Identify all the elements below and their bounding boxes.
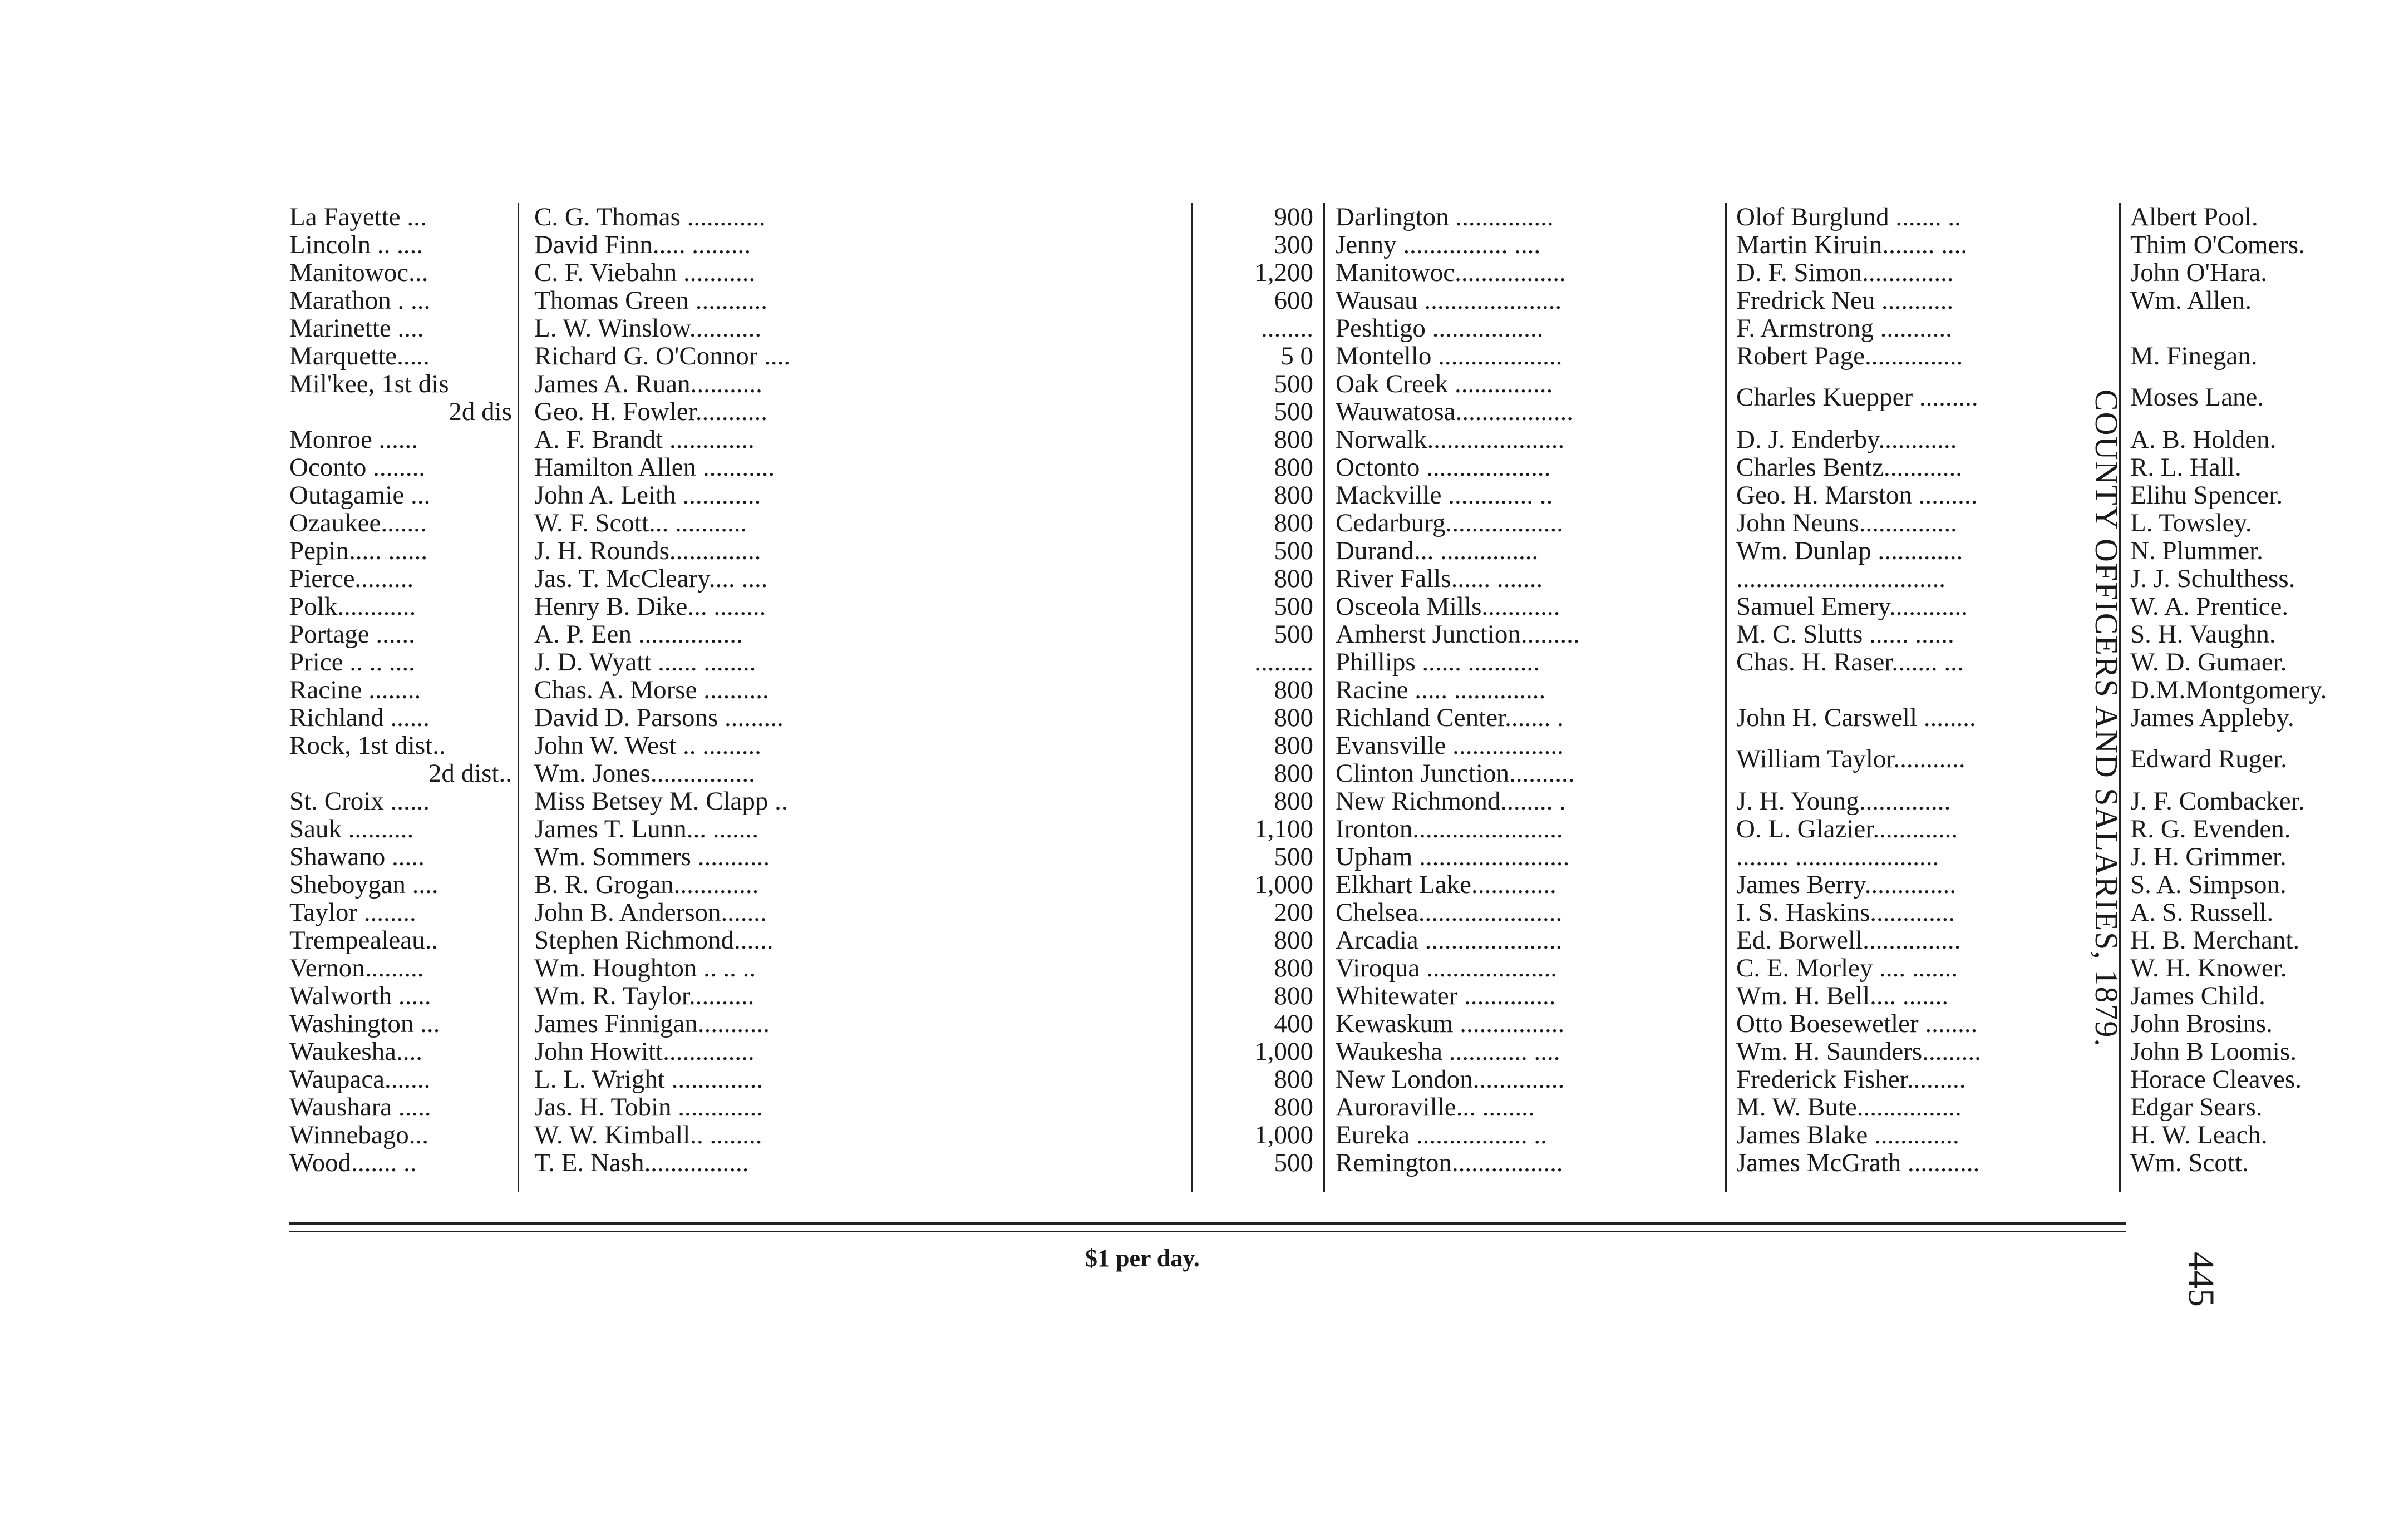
officer-cell: L. L. Wright .............. [534,1065,763,1094]
officer-cell: T. E. Nash................ [534,1148,749,1177]
table-row [284,1121,2268,1149]
deputy-cell: Wm. Dunlap ............. [1736,536,1963,565]
address-cell: Auroraville... ........ [1336,1093,1535,1122]
salary-cell: 1,000 [1254,1121,1313,1149]
salary-cell: 800 [1274,564,1313,593]
page-number: 445 [2181,1252,2221,1307]
table-row [284,230,2305,259]
table-row [284,314,2131,343]
clerk-cell: D.M.Montgomery. [2130,675,2327,704]
officer-cell: Miss Betsey M. Clapp .. [534,787,788,816]
salary-cell: 1,100 [1254,815,1313,843]
table-row [284,564,2295,593]
table-row [284,1065,2302,1094]
county-cell: Rock, 1st dist.. [289,731,446,760]
salary-cell: 800 [1274,453,1313,482]
officer-cell: W. F. Scott... ........... [534,509,747,537]
table-row [284,648,2287,677]
clerk-cell: N. Plummer. [2130,536,2263,565]
salary-cell: 800 [1274,731,1313,760]
clerk-cell: Elihu Spencer. [2130,481,2283,510]
address-cell: Ironton....................... [1336,815,1563,843]
table-row [284,1009,2273,1038]
clerk-cell: L. Towsley. [2130,509,2252,537]
address-cell: Cedarburg.................. [1336,509,1564,537]
county-cell: Wood....... .. [289,1148,417,1177]
address-cell: River Falls...... ....... [1336,564,1543,593]
county-cell: Sauk .......... [289,815,414,843]
address-cell: Eureka ................. .. [1336,1121,1547,1149]
clerk-cell: Edgar Sears. [2130,1093,2263,1122]
county-cell: Price .. .. .... [289,648,415,677]
clerk-cell: J. F. Combacker. [2130,787,2305,816]
county-cell: Oconto ........ [289,453,426,482]
officer-cell: W. W. Kimball.. ........ [534,1121,762,1149]
county-cell: Marathon . ... [289,286,431,315]
clerk-cell: J. H. Grimmer. [2130,842,2287,871]
table-row [284,509,2252,537]
clerk-cell: S. H. Vaughn. [2130,620,2276,649]
clerk-cell: A. S. Russell. [2130,898,2274,927]
deputy-cell: D. F. Simon.............. [1736,258,1954,287]
clerk-cell: Wm. Allen. [2130,286,2252,315]
officer-cell: Thomas Green ........... [534,286,767,315]
bottom-rule [289,1231,2126,1232]
officer-cell: A. F. Brandt ............. [534,425,755,454]
address-cell: Viroqua .................... [1336,954,1557,983]
salary-cell: 5 0 [1280,342,1313,371]
deputy-cell: Robert Page............... [1736,342,1963,371]
county-cell: Lincoln .. .... [289,230,423,259]
county-cell: Racine ........ [289,675,421,704]
officer-cell: James A. Ruan........... [534,369,762,398]
salary-cell: 500 [1274,592,1313,621]
deputy-cell: Martin Kiruin........ .... [1736,230,1968,259]
county-cell: 2d dist.. [428,759,512,788]
deputy-cell: William Taylor........... [1736,744,1965,773]
address-cell: Montello ................... [1336,342,1563,371]
clerk-cell: Moses Lane. [2130,383,2264,412]
county-cell: Sheboygan .... [289,870,439,899]
address-cell: Chelsea...................... [1336,898,1563,927]
officer-cell: Wm. R. Taylor.......... [534,981,755,1010]
county-cell: Portage ...... [289,620,415,649]
address-cell: New London.............. [1336,1065,1565,1094]
salary-cell: ........ [1261,314,1313,343]
county-cell: Taylor ........ [289,898,416,927]
salary-cell: 500 [1274,842,1313,871]
clerk-cell: R. G. Evenden. [2130,815,2291,843]
deputy-cell: Charles Bentz............ [1736,453,1962,482]
salary-cell: 500 [1274,369,1313,398]
address-cell: Richland Center....... . [1336,703,1564,732]
clerk-cell: Albert Pool. [2130,203,2258,231]
deputy-cell: Ed. Borwell............... [1736,926,1961,955]
clerk-cell: Edward Ruger. [2130,744,2287,773]
deputy-cell: James Berry.............. [1736,870,1957,899]
clerk-cell: James Appleby. [2130,703,2294,732]
clerk-cell: Thim O'Comers. [2130,230,2305,259]
salary-cell: 800 [1274,703,1313,732]
address-cell: Norwalk..................... [1336,425,1565,454]
officer-cell: A. P. Een ................ [534,620,743,649]
officer-cell: Jas. H. Tobin ............. [534,1093,763,1122]
officer-cell: Henry B. Dike... ........ [534,592,766,621]
table-row [284,981,2265,1010]
table-row [284,703,2294,732]
table-row [284,1093,2263,1122]
salary-cell: 500 [1274,536,1313,565]
footnote: $1 per day. [1085,1245,1200,1272]
salary-cell: 1,000 [1254,870,1313,899]
county-cell: St. Croix ...... [289,787,430,816]
salary-cell: 900 [1274,203,1313,231]
address-cell: New Richmond........ . [1336,787,1566,816]
clerk-cell: H. B. Merchant. [2130,926,2300,955]
deputy-cell: John Neuns............... [1736,509,1957,537]
clerk-cell: John B Loomis. [2130,1037,2297,1066]
address-cell: Upham ....................... [1336,842,1570,871]
table-row [284,342,2258,371]
county-cell: Shawano ..... [289,842,425,871]
county-cell: Monroe ...... [289,425,418,454]
deputy-cell: Frederick Fisher......... [1736,1065,1966,1094]
deputy-cell: Samuel Emery............ [1736,592,1968,621]
address-cell: Durand... ............... [1336,536,1539,565]
county-cell: Winnebago... [289,1121,429,1149]
salary-cell: ......... [1254,648,1313,677]
clerk-cell: A. B. Holden. [2130,425,2277,454]
address-cell: Peshtigo ................. [1336,314,1544,343]
clerk-cell: J. J. Schulthess. [2130,564,2295,593]
deputy-cell: O. L. Glazier............. [1736,815,1958,843]
table-row [284,1037,2297,1066]
address-cell: Whitewater .............. [1336,981,1556,1010]
table-row [284,954,2287,983]
table-row [284,286,2252,315]
address-cell: Mackville ............. .. [1336,481,1553,510]
salary-cell: 300 [1274,230,1313,259]
officer-cell: Stephen Richmond...... [534,926,774,955]
clerk-cell: W. A. Prentice. [2130,592,2289,621]
clerk-cell: W. H. Knower. [2130,954,2287,983]
table-row [284,842,2287,871]
salary-cell: 800 [1274,481,1313,510]
county-cell: Trempealeau.. [289,926,439,955]
table-row [284,453,2242,482]
salary-cell: 800 [1274,981,1313,1010]
officer-cell: C. G. Thomas ............ [534,203,766,231]
address-cell: Darlington ............... [1336,203,1554,231]
officer-cell: B. R. Grogan............. [534,870,759,899]
deputy-cell: I. S. Haskins............. [1736,898,1955,927]
table-row [284,397,2131,426]
salary-cell: 800 [1274,425,1313,454]
county-cell: Mil'kee, 1st dis [289,369,449,398]
clerk-cell: S. A. Simpson. [2130,870,2287,899]
officer-cell: Jas. T. McCleary.... .... [534,564,768,593]
officer-cell: James Finnigan........... [534,1009,770,1038]
table-row [284,592,2289,621]
county-cell: Waupaca....... [289,1065,431,1094]
clerk-cell: Wm. Scott. [2130,1148,2249,1177]
officer-cell: J. D. Wyatt ...... ........ [534,648,756,677]
salary-cell: 500 [1274,620,1313,649]
table-row [284,1148,2249,1177]
address-cell: Wauwatosa.................. [1336,397,1573,426]
clerk-cell: Horace Cleaves. [2130,1065,2302,1094]
deputy-cell: Charles Kuepper ......... [1736,383,1978,412]
county-cell: Ozaukee....... [289,509,427,537]
county-cell: La Fayette ... [289,203,427,231]
salary-cell: 800 [1274,787,1313,816]
deputy-cell: C. E. Morley .... ....... [1736,954,1958,983]
officer-cell: David D. Parsons ......... [534,703,784,732]
deputy-cell: ........ ...................... [1736,842,1939,871]
address-cell: Racine ..... .............. [1336,675,1546,704]
salary-cell: 1,200 [1254,258,1313,287]
address-cell: Waukesha ............ .... [1336,1037,1560,1066]
officer-cell: David Finn..... ......... [534,230,751,259]
deputy-cell: J. H. Young.............. [1736,787,1951,816]
officer-cell: John A. Leith ............ [534,481,761,510]
table-row [284,787,2305,816]
county-cell: Outagamie ... [289,481,431,510]
table-row [284,759,2131,788]
officer-cell: James T. Lunn... ....... [534,815,758,843]
deputy-cell: Chas. H. Raser....... ... [1736,648,1964,677]
county-cell: Walworth ..... [289,981,431,1010]
table-row [284,425,2277,454]
county-cell: Waushara ..... [289,1093,431,1122]
officer-cell: Wm. Sommers ........... [534,842,770,871]
officer-cell: J. H. Rounds.............. [534,536,761,565]
county-cell: 2d dis [449,397,512,426]
deputy-cell: Olof Burglund ....... .. [1736,203,1961,231]
running-head: COUNTY OFFICERS AND SALARIES, 1879. [2088,389,2125,1048]
address-cell: Manitowoc................. [1336,258,1566,287]
salary-cell: 800 [1274,1093,1313,1122]
deputy-cell: Wm. H. Saunders......... [1736,1037,1981,1066]
deputy-cell: James McGrath ........... [1736,1148,1980,1177]
clerk-cell: R. L. Hall. [2130,453,2242,482]
address-cell: Wausau ..................... [1336,286,1562,315]
county-cell: Vernon......... [289,954,424,983]
address-cell: Evansville ................. [1336,731,1564,760]
county-cell: Pierce......... [289,564,414,593]
officer-cell: C. F. Viebahn ........... [534,258,756,287]
officer-cell: John Howitt.............. [534,1037,755,1066]
salary-cell: 800 [1274,1065,1313,1094]
officer-cell: Hamilton Allen ........... [534,453,775,482]
deputy-cell: M. W. Bute................ [1736,1093,1962,1122]
table-row [284,898,2274,927]
clerk-cell: John Brosins. [2130,1009,2273,1038]
salary-cell: 800 [1274,759,1313,788]
address-cell: Phillips ...... ........... [1336,648,1540,677]
table-row [284,258,2268,287]
table-row [284,675,2327,704]
county-officers-table [284,203,2327,1192]
address-cell: Remington................. [1336,1148,1563,1177]
officer-cell: Geo. H. Fowler........... [534,397,768,426]
county-cell: Washington ... [289,1009,440,1038]
deputy-cell: D. J. Enderby............ [1736,425,1957,454]
table-row [284,481,2283,510]
deputy-cell: Otto Boesewetler ........ [1736,1009,1978,1038]
clerk-cell: W. D. Gumaer. [2130,648,2287,677]
officer-cell: John B. Anderson....... [534,898,767,927]
deputy-cell: Geo. H. Marston ......... [1736,481,1978,510]
salary-cell: 800 [1274,675,1313,704]
address-cell: Amherst Junction......... [1336,620,1580,649]
address-cell: Clinton Junction.......... [1336,759,1575,788]
county-cell: Waukesha.... [289,1037,422,1066]
officer-cell: Wm. Houghton .. .. .. [534,954,756,983]
table-row [284,620,2276,649]
deputy-cell: ................................ [1736,564,1945,593]
address-cell: Osceola Mills............ [1336,592,1560,621]
bottom-rule [289,1222,2126,1225]
county-cell: Richland ...... [289,703,430,732]
deputy-cell: Fredrick Neu ........... [1736,286,1954,315]
county-cell: Manitowoc... [289,258,428,287]
salary-cell: 500 [1274,1148,1313,1177]
clerk-cell: M. Finegan. [2130,342,2258,371]
address-cell: Oak Creek ............... [1336,369,1553,398]
clerk-cell: John O'Hara. [2130,258,2268,287]
salary-cell: 500 [1274,397,1313,426]
county-cell: Pepin..... ...... [289,536,428,565]
table-row [284,815,2291,843]
deputy-cell: John H. Carswell ........ [1736,703,1976,732]
table-row [284,926,2300,955]
address-cell: Kewaskum ................ [1336,1009,1565,1038]
table-row [284,870,2287,899]
county-cell: Polk............ [289,592,416,621]
salary-cell: 600 [1274,286,1313,315]
officer-cell: Richard G. O'Connor .... [534,342,791,371]
address-cell: Jenny ................ .... [1336,230,1541,259]
salary-cell: 800 [1274,509,1313,537]
table-row [284,536,2263,565]
deputy-cell: Wm. H. Bell.... ....... [1736,981,1949,1010]
salary-cell: 800 [1274,926,1313,955]
salary-cell: 400 [1274,1009,1313,1038]
county-cell: Marinette .... [289,314,424,343]
deputy-cell: M. C. Slutts ...... ...... [1736,620,1954,649]
address-cell: Octonto ................... [1336,453,1551,482]
table-row [284,203,2258,231]
salary-cell: 200 [1274,898,1313,927]
officer-cell: Wm. Jones................ [534,759,755,788]
clerk-cell: James Child. [2130,981,2265,1010]
deputy-cell: James Blake ............. [1736,1121,1959,1149]
salary-cell: 1,000 [1254,1037,1313,1066]
officer-cell: Chas. A. Morse .......... [534,675,769,704]
address-cell: Arcadia ..................... [1336,926,1563,955]
officer-cell: L. W. Winslow........... [534,314,762,343]
county-cell: Marquette..... [289,342,430,371]
salary-cell: 800 [1274,954,1313,983]
officer-cell: John W. West .. ......... [534,731,761,760]
clerk-cell: H. W. Leach. [2130,1121,2268,1149]
deputy-cell: F. Armstrong ........... [1736,314,1952,343]
address-cell: Elkhart Lake............. [1336,870,1556,899]
